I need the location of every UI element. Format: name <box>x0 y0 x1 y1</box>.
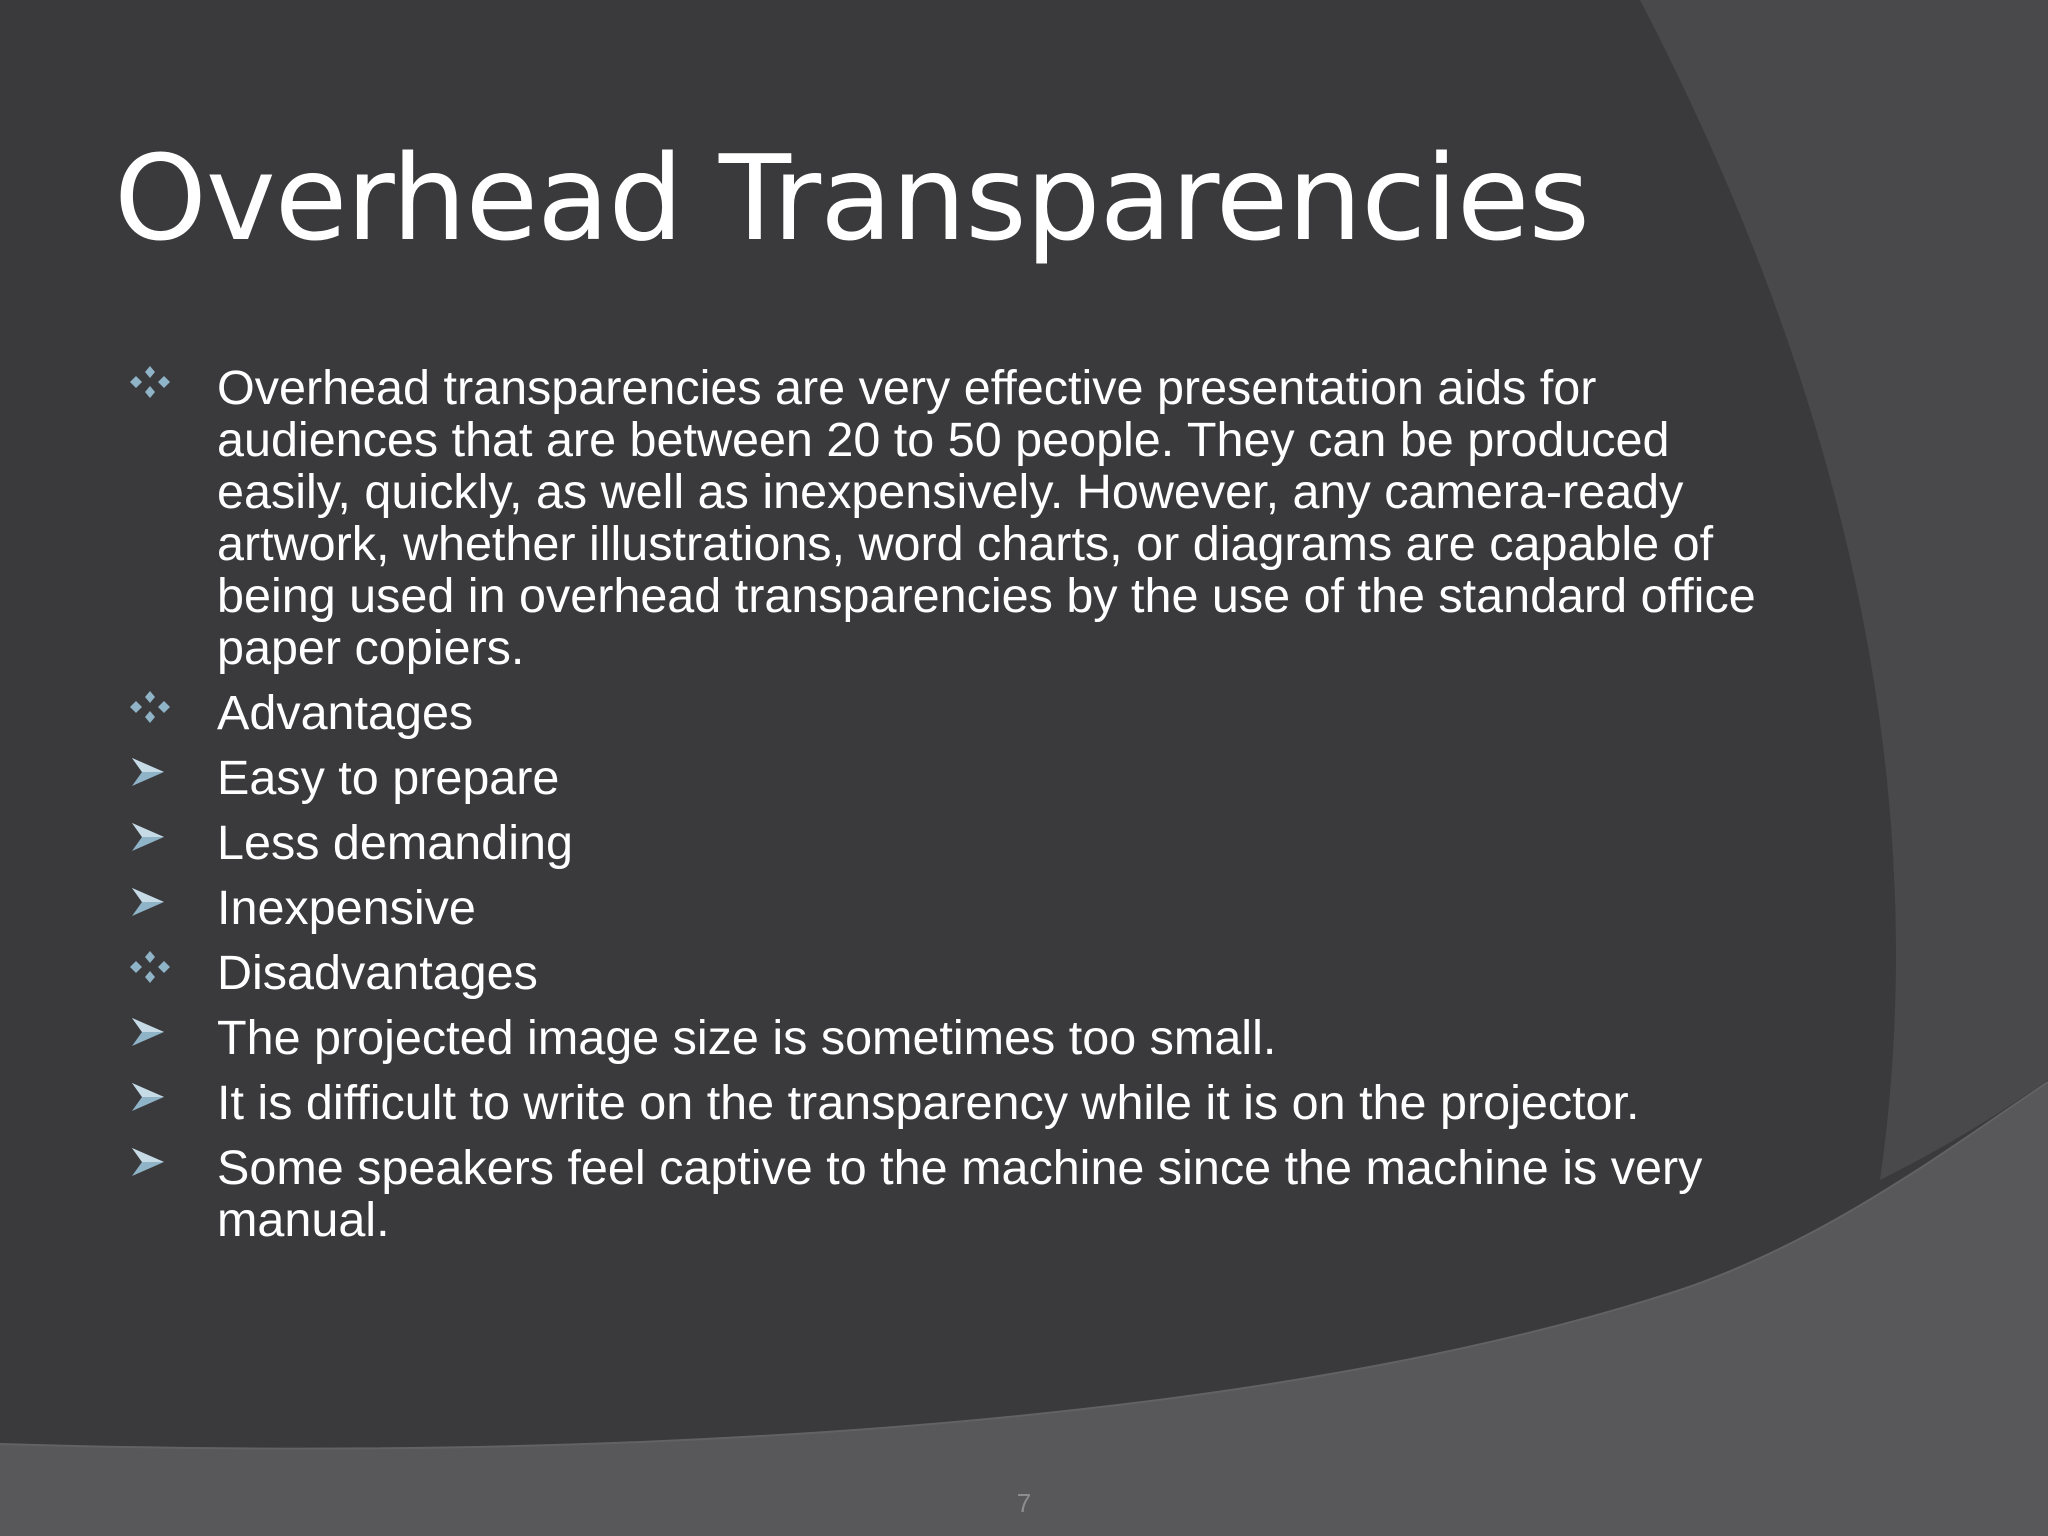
diamond-bullet-icon <box>130 364 170 404</box>
bullet-text: Overhead transparencies are very effective presentation aids for audiences that are between 20 to 50 people. They can be produced easily, quickly, as well as inexpensively. However, any camera-ready artwork, whether illustrations, word charts, or diagrams are capable of being used in overhead transparencies by the use of the standard office paper copiers. <box>217 361 1756 675</box>
bullet-text: Disadvantages <box>217 946 538 1000</box>
diamond-bullet-icon <box>130 949 170 989</box>
arrow-bullet-icon <box>130 1144 170 1184</box>
arrow-bullet-icon <box>130 819 170 859</box>
bullet-text: Some speakers feel captive to the machine since the machine is very manual. <box>217 1141 1703 1247</box>
list-item <box>130 1077 1780 1129</box>
bullet-text: Less demanding <box>217 816 573 870</box>
bullet-list <box>130 362 1780 1259</box>
bullet-text: Advantages <box>217 686 474 740</box>
list-item <box>130 882 1780 934</box>
list-item <box>130 752 1780 804</box>
page-number: 7 <box>1016 1488 1032 1518</box>
list-item <box>130 947 1780 999</box>
slide-title: Overhead Transparencies <box>114 129 1589 267</box>
list-item <box>130 1012 1780 1064</box>
list-item <box>130 817 1780 869</box>
bullet-text: The projected image size is sometimes too small. <box>217 1011 1277 1065</box>
list-item <box>130 687 1780 739</box>
arrow-bullet-icon <box>130 1014 170 1054</box>
diamond-bullet-icon <box>130 689 170 729</box>
bullet-text: It is difficult to write on the transparency while it is on the projector. <box>217 1076 1640 1130</box>
list-item <box>130 362 1780 674</box>
bullet-text: Inexpensive <box>217 881 476 935</box>
arrow-bullet-icon <box>130 884 170 924</box>
list-item <box>130 1142 1780 1246</box>
bullet-text: Easy to prepare <box>217 751 560 805</box>
arrow-bullet-icon <box>130 1079 170 1119</box>
arrow-bullet-icon <box>130 754 170 794</box>
